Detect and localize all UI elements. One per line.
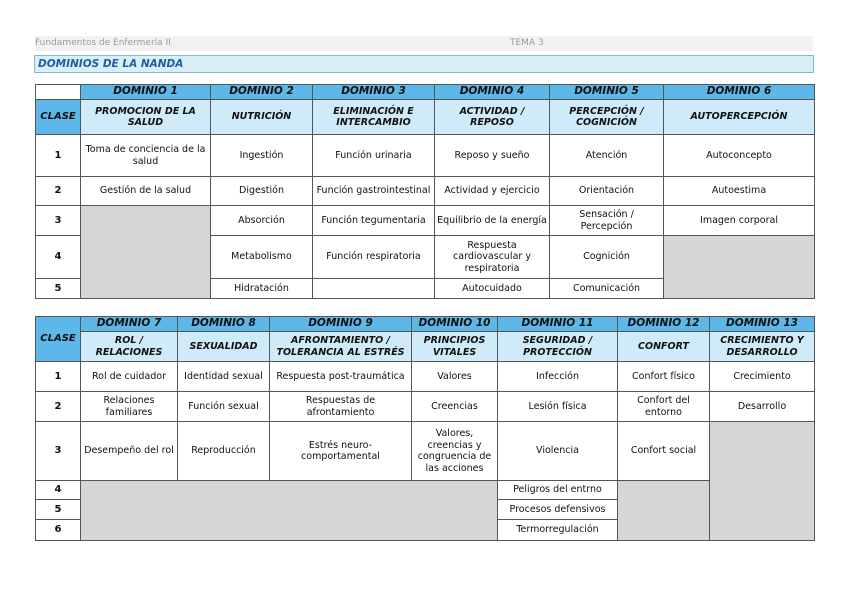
domain-header: DOMINIO 12 bbox=[618, 317, 710, 332]
domain-name: ACTIVIDAD / REPOSO bbox=[435, 100, 550, 135]
row-number: 1 bbox=[36, 135, 81, 177]
empty-cell bbox=[313, 279, 435, 299]
class-cell: Desempeño del rol bbox=[81, 422, 178, 481]
table-row bbox=[36, 422, 815, 481]
class-cell: Estrés neuro-comportamental bbox=[270, 422, 412, 481]
domain-header: DOMINIO 5 bbox=[550, 85, 664, 100]
class-cell: Reproducción bbox=[178, 422, 270, 481]
class-cell: Orientación bbox=[550, 177, 664, 206]
domain-header: DOMINIO 4 bbox=[435, 85, 550, 100]
domain-header: DOMINIO 2 bbox=[211, 85, 313, 100]
empty-cell bbox=[618, 481, 710, 541]
table-row bbox=[36, 481, 815, 500]
domain-header: DOMINIO 8 bbox=[178, 317, 270, 332]
domain-name: CONFORT bbox=[618, 332, 710, 362]
domain-name: PROMOCION DE LA SALUD bbox=[81, 100, 211, 135]
table-row bbox=[36, 206, 815, 236]
class-cell: Confort del entorno bbox=[618, 392, 710, 422]
row-number: 1 bbox=[36, 362, 81, 392]
row-number: 5 bbox=[36, 500, 81, 520]
domain-header: DOMINIO 1 bbox=[81, 85, 211, 100]
domain-name: CRECIMIENTO Y DESARROLLO bbox=[710, 332, 815, 362]
class-cell: Absorción bbox=[211, 206, 313, 236]
class-cell: Desarrollo bbox=[710, 392, 815, 422]
clase-label: CLASE bbox=[36, 100, 81, 135]
class-cell: Autocuidado bbox=[435, 279, 550, 299]
row-number: 3 bbox=[36, 206, 81, 236]
domain-header: DOMINIO 9 bbox=[270, 317, 412, 332]
class-cell: Autoestima bbox=[664, 177, 815, 206]
nanda-table-domains-7-13 bbox=[35, 316, 815, 541]
row-number: 2 bbox=[36, 177, 81, 206]
class-cell: Función gastrointestinal bbox=[313, 177, 435, 206]
row-number: 6 bbox=[36, 520, 81, 541]
class-cell: Ingestión bbox=[211, 135, 313, 177]
empty-cell bbox=[710, 422, 815, 541]
class-cell: Valores bbox=[412, 362, 498, 392]
domain-name-row bbox=[36, 100, 815, 135]
domain-header: DOMINIO 3 bbox=[313, 85, 435, 100]
class-cell: Equilibrio de la energía bbox=[435, 206, 550, 236]
domain-header: DOMINIO 13 bbox=[710, 317, 815, 332]
table-row bbox=[36, 177, 815, 206]
section-title: DOMINIOS DE LA NANDA bbox=[34, 55, 814, 73]
domain-name: PRINCIPIOS VITALES bbox=[412, 332, 498, 362]
domain-header: DOMINIO 6 bbox=[664, 85, 815, 100]
class-cell: Rol de cuidador bbox=[81, 362, 178, 392]
class-cell: Sensación / Percepción bbox=[550, 206, 664, 236]
domain-number-row bbox=[36, 85, 815, 100]
domain-header: DOMINIO 11 bbox=[498, 317, 618, 332]
domain-name-row bbox=[36, 332, 815, 362]
class-cell: Función sexual bbox=[178, 392, 270, 422]
row-number: 5 bbox=[36, 279, 81, 299]
class-cell: Confort físico bbox=[618, 362, 710, 392]
row-number: 4 bbox=[36, 481, 81, 500]
class-cell: Relaciones familiares bbox=[81, 392, 178, 422]
class-cell: Reposo y sueño bbox=[435, 135, 550, 177]
row-number: 4 bbox=[36, 236, 81, 279]
class-cell: Autoconcepto bbox=[664, 135, 815, 177]
class-cell: Peligros del entrno bbox=[498, 481, 618, 500]
row-number: 3 bbox=[36, 422, 81, 481]
class-cell: Infección bbox=[498, 362, 618, 392]
domain-name: AFRONTAMIENTO / TOLERANCIA AL ESTRÉS bbox=[270, 332, 412, 362]
nanda-table-domains-1-6 bbox=[35, 84, 815, 299]
clase-label: CLASE bbox=[36, 317, 81, 362]
class-cell: Metabolismo bbox=[211, 236, 313, 279]
empty-cell bbox=[664, 236, 815, 299]
class-cell: Termorregulación bbox=[498, 520, 618, 541]
class-cell: Función tegumentaria bbox=[313, 206, 435, 236]
class-cell: Respuestas de afrontamiento bbox=[270, 392, 412, 422]
class-cell: Valores, creencias y congruencia de las acciones bbox=[412, 422, 498, 481]
class-cell: Procesos defensivos bbox=[498, 500, 618, 520]
domain-header: DOMINIO 10 bbox=[412, 317, 498, 332]
class-cell: Hidratación bbox=[211, 279, 313, 299]
class-cell: Respuesta cardiovascular y respiratoria bbox=[435, 236, 550, 279]
domain-name: SEXUALIDAD bbox=[178, 332, 270, 362]
class-cell: Actividad y ejercicio bbox=[435, 177, 550, 206]
class-cell: Atención bbox=[550, 135, 664, 177]
table-row bbox=[36, 135, 815, 177]
class-cell: Crecimiento bbox=[710, 362, 815, 392]
domain-header: DOMINIO 7 bbox=[81, 317, 178, 332]
class-cell: Función urinaria bbox=[313, 135, 435, 177]
domain-name: NUTRICIÓN bbox=[211, 100, 313, 135]
class-cell: Función respiratoria bbox=[313, 236, 435, 279]
row-number: 2 bbox=[36, 392, 81, 422]
domain-name: SEGURIDAD / PROTECCIÓN bbox=[498, 332, 618, 362]
class-cell: Toma de conciencia de la salud bbox=[81, 135, 211, 177]
class-cell: Cognición bbox=[550, 236, 664, 279]
class-cell: Imagen corporal bbox=[664, 206, 815, 236]
class-cell: Digestión bbox=[211, 177, 313, 206]
class-cell: Respuesta post-traumática bbox=[270, 362, 412, 392]
course-title: Fundamentos de Enfermería II bbox=[35, 38, 171, 48]
empty-cell bbox=[81, 206, 211, 299]
page-header bbox=[35, 36, 813, 51]
class-cell: Comunicación bbox=[550, 279, 664, 299]
domain-number-row bbox=[36, 317, 815, 332]
domain-name: ROL / RELACIONES bbox=[81, 332, 178, 362]
domain-name: ELIMINACIÓN E INTERCAMBIO bbox=[313, 100, 435, 135]
topic-label: TEMA 3 bbox=[510, 38, 544, 48]
table-row bbox=[36, 392, 815, 422]
class-cell: Identidad sexual bbox=[178, 362, 270, 392]
class-cell: Confort social bbox=[618, 422, 710, 481]
class-cell: Violencia bbox=[498, 422, 618, 481]
corner-cell bbox=[36, 85, 81, 100]
class-cell: Creencias bbox=[412, 392, 498, 422]
class-cell: Lesión física bbox=[498, 392, 618, 422]
domain-name: PERCEPCIÓN / COGNICIÓN bbox=[550, 100, 664, 135]
table-row bbox=[36, 362, 815, 392]
class-cell: Gestión de la salud bbox=[81, 177, 211, 206]
empty-cell bbox=[81, 481, 498, 541]
domain-name: AUTOPERCEPCIÓN bbox=[664, 100, 815, 135]
